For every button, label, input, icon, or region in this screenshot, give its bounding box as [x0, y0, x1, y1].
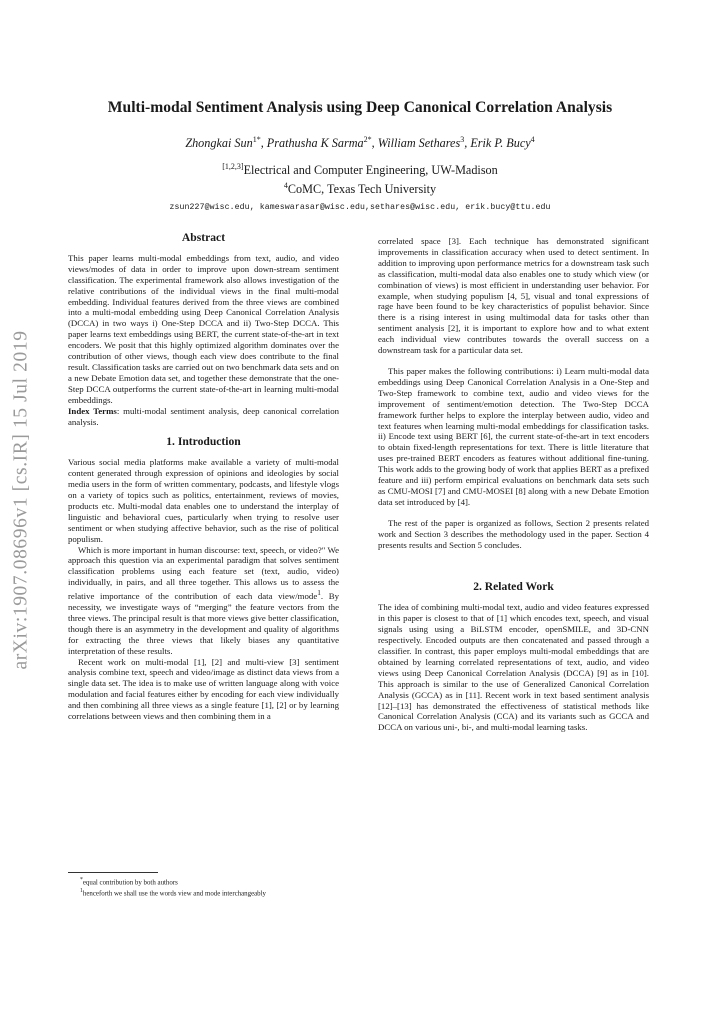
- intro-p2-end: . By necessity, we investigate ways of “merging” the feature vectors from the three views. The principal result is that more views give better classification, though there is an asymmetry in the development and quality of algorithms for extracting the three views that likely biases any quantitative interpretation of these results.: [68, 591, 339, 656]
- arxiv-id-text: arXiv:1907.08696v1 [cs.IR] 15 Jul 2019: [11, 330, 33, 670]
- abstract-text: This paper learns multi-modal embeddings from text, audio, and video views/modes of data in order to improve upon down-stream sentiment classification. The experimental framework also allows investigation of the relative contributions of the individual views in the final multi-modal embedding. Individual features derived from the three views are combined into a multi-modal embedding using Deep Canonical Correlation Analysis (DCCA) in two ways i) One-Step DCCA and ii) Two-Step DCCA. This paper learns text embeddings using BERT, the current state-of-the-art in text encoders. We posit that this highly optimized algorithm dominates over the contribution of other views, though each view does contribute to the final result. Classification tasks are carried out on two benchmark data sets and on a new Debate Emotion data set, and together these demonstrate that the one-Step DCCA outperforms the current state-of-the-art in learning multi-modal embeddings.: [68, 252, 339, 405]
- footnote-rule: [68, 872, 158, 873]
- intro-paragraph-2: [68, 545, 339, 657]
- author-emails: zsun227@wisc.edu, kameswarasar@wisc.edu,sethares@wisc.edu, erik.bucy@ttu.edu: [169, 203, 551, 213]
- footnote-1-text: equal contribution by both authors: [82, 879, 178, 887]
- organization-paragraph: The rest of the paper is organized as follows, Section 2 presents related work and Section 3 describes the methodology used in the paper. Section 4 presents results and Section 5 concludes.: [378, 517, 649, 550]
- intro-paragraph-1: Various social media platforms make available a variety of multi-modal content generated through expression of opinions and ideologies by social media users in the form of written commentary, podcasts, and lifestyle vlogs on a variety of topics such as politics, entertainment, reviews of movies, products etc. Multi-modal data enables one to understand the interplay of linguistic and behavioral cues, particularly when trying to resolve user sentiment or when studying affective behavior, such as the rise of political populism.: [68, 457, 339, 544]
- related-work-heading: 2. Related Work: [473, 580, 554, 594]
- footnotes: [68, 872, 339, 899]
- author-1-sup: 1*: [252, 135, 261, 144]
- footnote-2: [68, 887, 339, 898]
- footnote-2-text: henceforth we shall use the words view and mode interchangeably: [82, 890, 266, 898]
- affiliation-1: [60, 159, 660, 178]
- author-2: Prathusha K Sarma: [266, 136, 364, 151]
- footnote-1-mark: *: [80, 877, 83, 883]
- author-2-sup: 2*: [363, 135, 372, 144]
- abstract-heading: Abstract: [181, 231, 226, 244]
- index-terms-text: : multi-modal sentiment analysis, deep canonical correlation analysis.: [68, 405, 340, 427]
- author-1: Zhongkai Sun: [185, 136, 253, 151]
- index-terms: [68, 406, 339, 428]
- affiliation-1-text: Electrical and Computer Engineering, UW-Madison: [243, 163, 498, 178]
- affiliation-2-text: CoMC, Texas Tech University: [287, 182, 437, 197]
- intro-paragraph-3: Recent work on multi-modal [1], [2] and multi-view [3] sentiment analysis combine text, speech and video/image as distinct data views from a single data set. The idea is to make use of written language along with voice modulation and facial features either by encoding for each view individually and then combining all three views as a single feature [1], [2] or by learning correlations between views and then combining them in a: [68, 656, 339, 722]
- related-work-paragraph: The idea of combining multi-modal text, audio and video features expressed in this paper is closest to that of [1] which encodes text, speech, and visual signals using using a BiLSTM encoder, openSMILE, and 3D-CNN respectively. Encoded outputs are then concatenated and passed through a classifier. In contrast, this paper employs multi-modal embeddings that are obtained by learning correlated representations of text, audio, and video views using Deep Canonical Correlation Analysis (DCCA) [9] as in [10]. This approach is similar to the use of Generalized Canonical Correlation Analysis (GCCA) as in [11]. Recent work in text based sentiment analysis [12]–[13] has demonstrated the effectiveness of statistical methods like Canonical Correlation Analysis (CCA) and its variants such as GCCA and DCCA on various uni-, bi-, and multi-modal learning tasks.: [378, 602, 649, 733]
- arxiv-stamp: [2, 300, 42, 700]
- intro-p2-start: Which is more important in human discourse: text, speech, or video?" We approach this question via an experimental paradigm that solves sentiment classification problems using each feature set (text, audio, video) individually, in pairs, and all three together. This allows us to assess the relative importance of the contribution of each data view/mode: [68, 544, 339, 602]
- author-4-sup: 4: [530, 135, 535, 144]
- author-4: Erik P. Bucy: [470, 136, 531, 151]
- affiliation-1-sup: [1,2,3]: [222, 162, 244, 172]
- contributions-paragraph: This paper makes the following contributions: i) Learn multi-modal data embeddings using Deep Canonical Correlation Analysis in a One-Step and Two-Step framework to combine text, audio and video views for the improvement of sentiment/emotion detection. The Two-Step DCCA framework further helps to explore the interplay between audio, video and text features when learning multi-modal embeddings for classification tasks. ii) Encode text using BERT [6], the current state-of-the-art in text encoders to obtain fixed-length representations for text. There is little literature that uses pre-trained BERT encoders as features without additional fine-tuning. This work adds to the growing body of work that applies BERT as a prefixed feature and iii) perform empirical evaluations on benchmark data sets such as CMU-MOSI [7] and CMU-MOSEI [8] along with a new Debate Emotion data set introduced by [4].: [378, 365, 649, 507]
- footnote-ref-1: 1: [317, 588, 321, 598]
- right-column: [378, 236, 649, 733]
- author-3: William Sethares: [377, 136, 461, 151]
- author-list: Zhongkai Sun$^{1*}$, Prathusha K Sarma$^{2*}$, William Sethares$^3$, Erik P. Bucy$^4$: [185, 135, 535, 151]
- footnote-1: [68, 876, 339, 887]
- paper-title: Multi-modal Sentiment Analysis using Deep Canonical Correlation Analysis: [107, 99, 613, 116]
- affiliation-2: [60, 178, 660, 197]
- paper-header: [60, 98, 660, 212]
- footnote-2-mark: 1: [80, 888, 83, 895]
- introduction-heading: 1. Introduction: [166, 435, 241, 449]
- author-3-sup: 3: [460, 135, 465, 144]
- affiliations: [60, 159, 660, 197]
- affiliation-2-sup: 4: [283, 181, 288, 191]
- right-paragraph-1: correlated space [3]. Each technique has demonstrated significant improvements in classification accuracy when used to detect sentiment. In addition to improving upon performance metrics for a downstream task such as classification, multi-modal data also enables one to study which view (or combination of views) is most efficient in understanding user behavior. For example, when studying populism [4, 5], visual and tonal expressions of rage have been found to be key characteristics of populist behavior. Since there is a rising interest in using multimodal data for tasks other than sentiment analysis [2], it is important to explore how and to what extent each individual view contributes towards the overall success on a downstream task for a particular data set.: [378, 236, 649, 356]
- index-terms-label: Index Terms: [68, 405, 117, 416]
- left-column: [68, 233, 339, 722]
